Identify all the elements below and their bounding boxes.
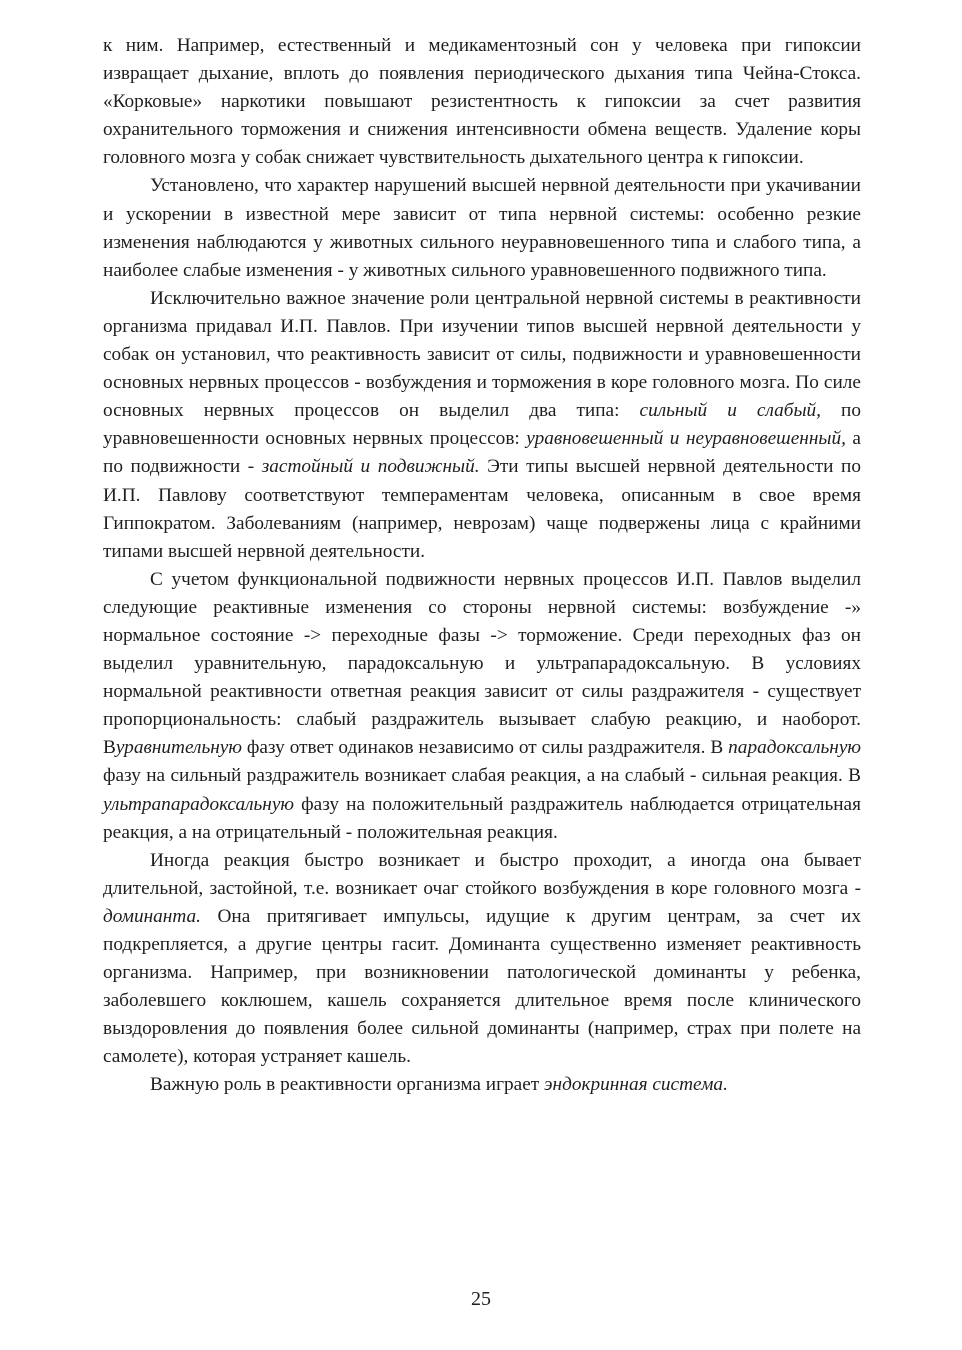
text-run: а по подвижности - [103, 428, 861, 478]
text-run: фазу на положительный раздражитель наблюдается отрицательная реакция, а на отрицательный - положительная реакция. [103, 793, 861, 843]
italic-term: парадоксальную [728, 737, 861, 759]
text-run: Иногда реакция быстро возникает и быстро проходит, а иногда она бывает длительной, застойной, т.е. возникает очаг стойкого возбуждения в коре головного мозга - [103, 849, 861, 899]
text-run: по уравновешенности основных нервных процессов: [103, 400, 861, 450]
text-run: фазу ответ одинаков независимо от силы раздражителя. В [241, 737, 729, 759]
text-run: к ним. Например, естественный и медикаментозный сон у человека при гипоксии извращает дыхание, вплоть до появления периодического дыхания типа Чейна-Стокса. «Корковые» наркотики повышают резистентность к гипоксии за счет развития охранительного торможения и снижения интенсивности обмена веществ. Удаление коры головного мозга у собак снижает чувствительность дыхательного центра к гипоксии. [103, 35, 861, 169]
paragraph [103, 1071, 861, 1099]
italic-term: ультрапарадоксальную [103, 793, 295, 815]
italic-term: эндокринная система. [544, 1074, 728, 1096]
italic-term: доминанта. [103, 905, 201, 927]
body-text [103, 32, 861, 1100]
italic-term: сильный и слабый, [639, 400, 821, 422]
italic-term: уравновешенный и неуравновешенный, [526, 428, 846, 450]
text-run: Важную роль в реактивности организма играет [150, 1074, 545, 1096]
paragraph [103, 32, 861, 172]
text-run: фазу на сильный раздражитель возникает слабая реакция, а на слабый - сильная реакция. В [103, 765, 861, 787]
text-run: Исключительно важное значение роли центральной нервной системы в реактивности организма придавал И.П. Павлов. При изучении типов высшей нервной деятельности у собак он установил, что реактивность зависит от силы, подвижности и уравновешенности основных нервных процессов - возбуждения и торможения в коре головного мозга. По силе основных нервных процессов он выделил два типа: [103, 287, 861, 422]
paragraph [103, 172, 861, 284]
paragraph [103, 566, 861, 847]
paragraph [103, 847, 861, 1072]
italic-term: застойный и подвижный. [261, 456, 480, 478]
text-run: Установлено, что характер нарушений высшей нервной деятельности при укачивании и ускорении в известной мере зависит от типа нервной системы: особенно резкие изменения наблюдаются у животных сильного неуравновешенного типа и слабого типа, а наиболее слабые изменения - у животных сильного уравновешенного подвижного типа. [103, 175, 861, 281]
text-run: Эти типы высшей нервной деятельности по И.П. Павлову соответствуют темпераментам человека, описанным в свое время Гиппократом. Заболеваниям (например, неврозам) чаще подвержены лица с крайними типами высшей нервной деятельности. [103, 456, 861, 562]
text-run: Она притягивает импульсы, идущие к другим центрам, за счет их подкрепляется, а другие центры гасит. Доминанта существенно изменяет реактивность организма. Например, при возникновении патологической доминанты у ребенка, заболевшего коклюшем, кашель сохраняется длительное время после клинического выздоровления до появления более сильной доминанты (например, страх при полете на самолете), которая устраняет кашель. [103, 905, 861, 1068]
paragraph [103, 285, 861, 566]
text-run: С учетом функциональной подвижности нервных процессов И.П. Павлов выделил следующие реактивные изменения со стороны нервной системы: возбуждение -» нормальное состояние -> переходные фазы -> торможение. Среди переходных фаз он выделил уравнительную, парадоксальную и ультрапарадоксальную. В условиях нормальной реактивности ответная реакция зависит от силы раздражителя - существует пропорциональность: слабый раздражитель вызывает слабую реакцию, и наоборот. В [103, 568, 861, 759]
italic-term: уравнительную [115, 737, 242, 759]
page-number: 25 [471, 1288, 491, 1310]
